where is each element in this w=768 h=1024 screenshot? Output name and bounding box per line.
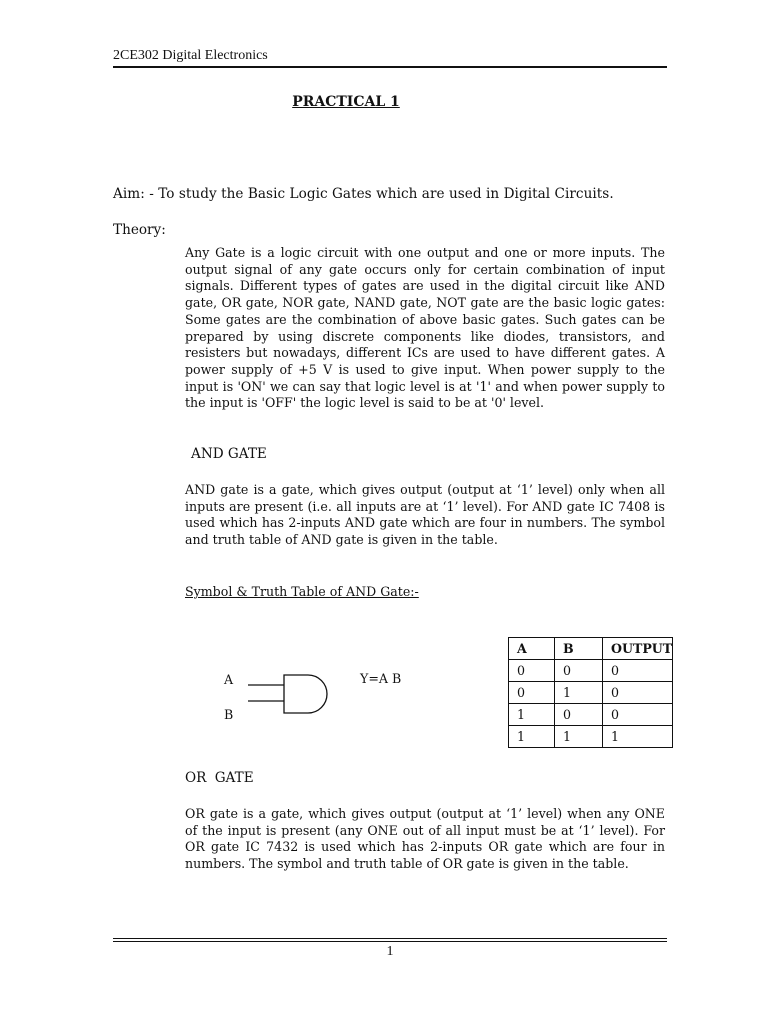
truth-table-row xyxy=(509,704,673,726)
footer-divider xyxy=(113,941,667,942)
truth-cell: 0 xyxy=(603,660,673,682)
truth-cell: 0 xyxy=(509,682,555,704)
truth-table-row xyxy=(509,660,673,682)
or-gate-heading: OR GATE xyxy=(185,770,254,786)
truth-cell: 0 xyxy=(555,660,603,682)
and-gate-paragraph: AND gate is a gate, which gives output (output at ‘1’ level) only when all inputs are present (i.e. all inputs are at ‘1’ level). For AND gate IC 7408 is used which has 2-inputs AND gate which are four in numbers. The symbol and truth table of AND gate is given in the table. xyxy=(185,482,665,548)
truth-header-output: OUTPUT xyxy=(603,638,673,660)
truth-cell: 1 xyxy=(603,726,673,748)
theory-paragraph: Any Gate is a logic circuit with one output and one or more inputs. The output signal of any gate occurs only for certain combination of input signals. Different types of gates are used in the digital circuit like AND gate, OR gate, NOR gate, NAND gate, NOT gate are the basic logic gates: Some gates are the combination of above basic gates. Such gates can be prepared by using discrete components like diodes, transistors, and resisters but nowadays, different ICs are used to have different gates. A power supply of +5 V is used to give input. When power supply to the input is 'ON' we can say that logic level is at '1' and when power supply to the input is 'OFF' the logic level is said to be at '0' level. xyxy=(185,245,665,411)
gate-input-a-label: A xyxy=(224,672,234,687)
header-divider xyxy=(113,66,667,68)
and-gate-body xyxy=(284,675,327,713)
and-gate-symbol xyxy=(200,660,430,730)
truth-table-row xyxy=(509,682,673,704)
truth-cell: 0 xyxy=(603,682,673,704)
and-gate-heading: AND GATE xyxy=(191,446,267,462)
truth-cell: 0 xyxy=(603,704,673,726)
gate-input-b-label: B xyxy=(224,707,234,722)
truth-cell: 1 xyxy=(509,726,555,748)
truth-cell: 1 xyxy=(555,726,603,748)
page-title: PRACTICAL 1 xyxy=(292,94,400,110)
truth-cell: 1 xyxy=(555,682,603,704)
gate-output-label: Y=A B xyxy=(360,671,402,686)
or-gate-paragraph: OR gate is a gate, which gives output (output at ‘1’ level) when any ONE of the input is present (any ONE out of all input must be at ‘1’ level). For OR gate IC 7432 is used which has 2-inputs OR gate which are four in numbers. The symbol and truth table of OR gate is given in the table. xyxy=(185,806,665,872)
aim-statement: Aim: - To study the Basic Logic Gates which are used in Digital Circuits. xyxy=(113,186,614,202)
truth-header-b: B xyxy=(555,638,603,660)
page-number: 1 xyxy=(386,944,394,959)
and-truth-table xyxy=(508,637,673,748)
theory-label: Theory: xyxy=(113,222,166,238)
document-header: 2CE302 Digital Electronics xyxy=(113,48,268,63)
truth-cell: 0 xyxy=(509,660,555,682)
truth-cell: 0 xyxy=(555,704,603,726)
truth-table-header-row xyxy=(509,638,673,660)
truth-table-row xyxy=(509,726,673,748)
truth-header-a: A xyxy=(509,638,555,660)
truth-cell: 1 xyxy=(509,704,555,726)
footer-divider xyxy=(113,938,667,939)
and-symbol-heading: Symbol & Truth Table of AND Gate:- xyxy=(185,584,419,599)
